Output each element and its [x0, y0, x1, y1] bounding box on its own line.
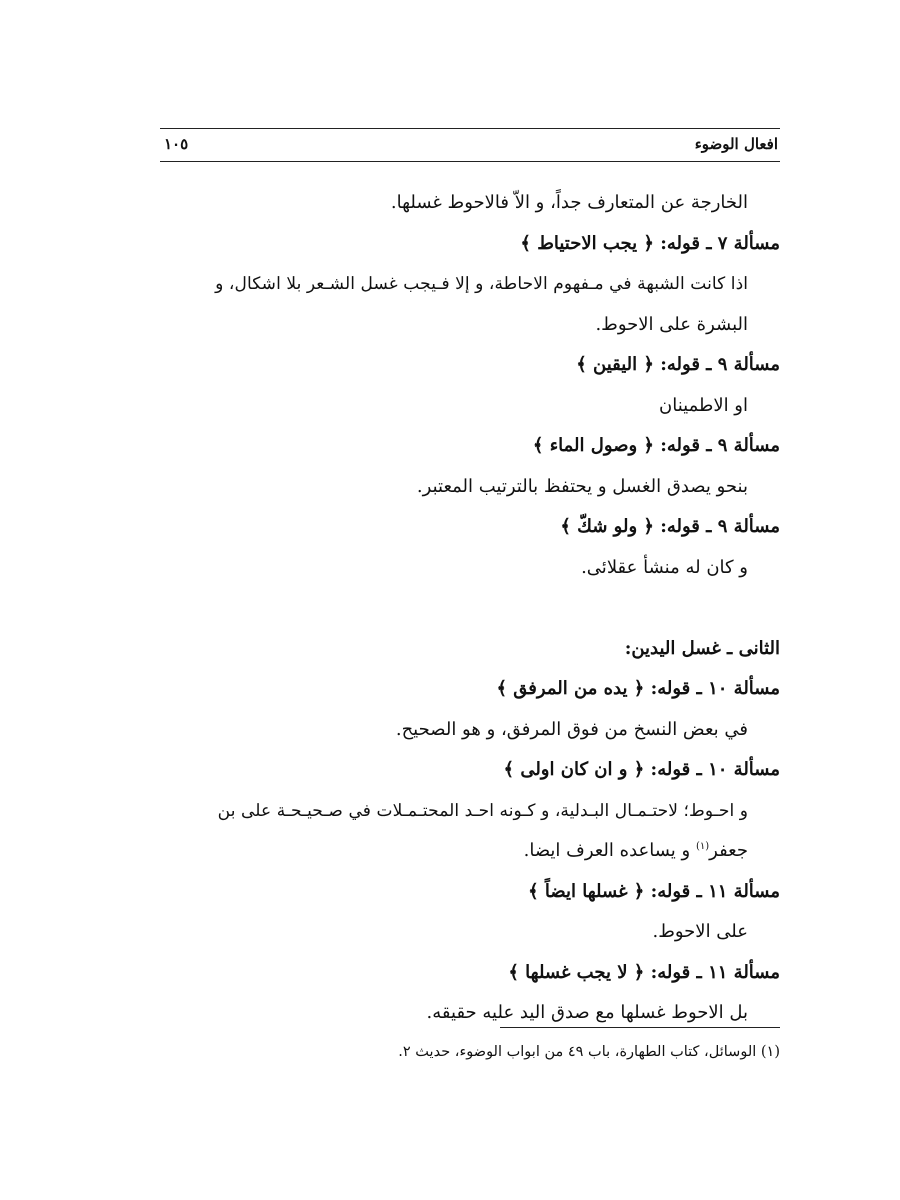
issue-heading: مسألة ١١ ـ قوله: ﴿ غسلها ايضاً ﴾ — [528, 880, 780, 902]
issue-heading: مسألة ٩ ـ قوله: ﴿ ولو شكّ ﴾ — [560, 516, 780, 537]
issue-heading: مسألة ٩ ـ قوله: ﴿ اليقين ﴾ — [576, 354, 780, 375]
text-line: بنحو يصدق الغسل و يحتفظ بالترتيب المعتبر. — [416, 475, 748, 497]
issue-heading: مسألة ٧ ـ قوله: ﴿ يجب الاحتياط ﴾ — [520, 232, 780, 254]
text-line: و كان له منشأ عقلائى. — [581, 556, 748, 578]
page-number: ١٠٥ — [164, 135, 189, 153]
section-heading: الثانى ـ غسل اليدين: — [624, 637, 780, 659]
text-line: بل الاحوط غسلها مع صدق اليد عليه حقيقه. — [426, 1002, 748, 1023]
issue-heading: مسألة ٩ ـ قوله: ﴿ وصول الماء ﴾ — [532, 435, 780, 456]
text-line: اذا كانت الشبهة في مـفهوم الاحاطة، و إلا فـيجب غسل الشـعر بلا اشكال، و — [215, 274, 748, 294]
text-line: الخارجة عن المتعارف جداً، و الاّ فالاحوط غسلها. — [390, 192, 748, 213]
page-header — [160, 128, 780, 162]
text-line: في بعض النسخ من فوق المرفق، و هو الصحيح. — [395, 718, 748, 740]
body-text — [160, 183, 780, 1034]
text-fragment: جعفر — [709, 840, 748, 861]
text-line: البشرة على الاحوط. — [595, 313, 748, 335]
running-title: افعال الوضوء — [694, 135, 778, 153]
issue-heading: مسألة ١٠ ـ قوله: ﴿ يده من المرفق ﴾ — [496, 678, 780, 699]
text-line: او الاطمينان — [659, 394, 748, 416]
paragraph-gap — [160, 588, 780, 629]
footnote-divider — [500, 1027, 780, 1028]
issue-heading: مسألة ١١ ـ قوله: ﴿ لا يجب غسلها ﴾ — [508, 961, 780, 983]
text-line: و احـوط؛ لاحتـمـال البـدلية، و كـونه احـد المحتـمـلات في صـحيـحـة على بن — [217, 800, 748, 821]
text-line: على الاحوط. — [652, 921, 748, 942]
text-line — [160, 831, 780, 872]
issue-heading: مسألة ١٠ ـ قوله: ﴿ و ان كان اولى ﴾ — [503, 759, 780, 780]
text-fragment: و يساعده العرف ايضا. — [523, 840, 696, 861]
footnote-marker: (١) — [695, 841, 710, 852]
footnote: (١) الوسائل، كتاب الطهارة، باب ٤٩ من ابواب الوضوء، حديث ٢. — [398, 1044, 780, 1060]
